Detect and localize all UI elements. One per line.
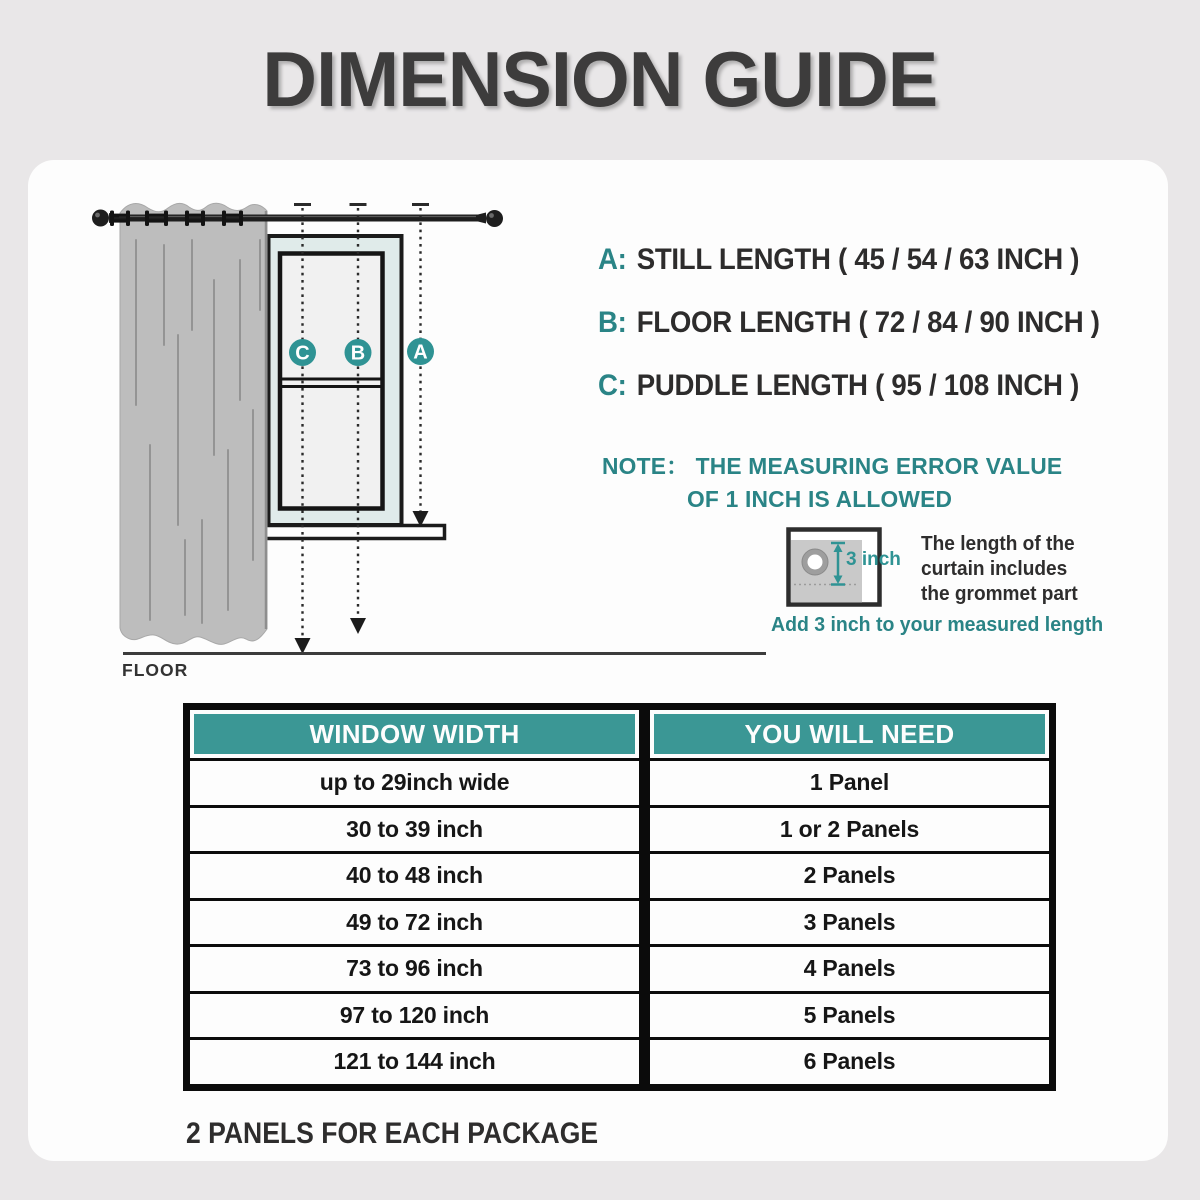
measure-letter-c: C: bbox=[598, 369, 627, 402]
legend-item-b bbox=[598, 306, 1100, 340]
grommet-description-line: The length of the bbox=[921, 532, 1075, 555]
note-line-2: OF 1 INCH IS ALLOWED bbox=[687, 486, 953, 512]
header-you-will-need: YOU WILL NEED bbox=[645, 707, 1053, 760]
page-title: DIMENSION GUIDE bbox=[262, 35, 938, 123]
grommet-description bbox=[921, 531, 1078, 606]
window-sill bbox=[254, 526, 445, 539]
cell-panels-needed: 5 Panels bbox=[645, 992, 1053, 1039]
cell-window-width: 40 to 48 inch bbox=[187, 853, 645, 900]
legend-item-a bbox=[598, 243, 1079, 277]
table-row bbox=[187, 992, 1053, 1039]
table-row bbox=[187, 946, 1053, 993]
table-row bbox=[187, 853, 1053, 900]
grommet-tip: Add 3 inch to your measured length bbox=[771, 613, 1104, 636]
cell-panels-needed: 1 or 2 Panels bbox=[645, 806, 1053, 853]
table-row bbox=[187, 760, 1053, 807]
package-note: 2 PANELS FOR EACH PACKAGE bbox=[186, 1117, 599, 1150]
marker-circles bbox=[289, 338, 434, 366]
svg-text:A: A bbox=[413, 341, 428, 364]
cell-window-width: 97 to 120 inch bbox=[187, 992, 645, 1039]
measure-text-c: PUDDLE LENGTH ( 95 / 108 INCH ) bbox=[636, 369, 1080, 402]
header-window-width: WINDOW WIDTH bbox=[187, 707, 645, 760]
measure-text-b: FLOOR LENGTH ( 72 / 84 / 90 INCH ) bbox=[636, 306, 1100, 339]
cell-panels-needed: 3 Panels bbox=[645, 899, 1053, 946]
window-icon bbox=[254, 236, 445, 539]
cell-window-width: 121 to 144 inch bbox=[187, 1039, 645, 1088]
table-header-row bbox=[187, 707, 1053, 760]
cell-panels-needed: 1 Panel bbox=[645, 760, 1053, 807]
cell-window-width: 49 to 72 inch bbox=[187, 899, 645, 946]
curtain-panel-icon bbox=[120, 203, 267, 644]
cell-panels-needed: 4 Panels bbox=[645, 946, 1053, 993]
cell-panels-needed: 2 Panels bbox=[645, 853, 1053, 900]
grommet-description-line: the grommet part bbox=[921, 582, 1078, 605]
panels-table bbox=[183, 703, 1056, 1091]
measure-letter-b: B: bbox=[598, 306, 627, 339]
measure-text-a: STILL LENGTH ( 45 / 54 / 63 INCH ) bbox=[636, 243, 1080, 276]
svg-text:C: C bbox=[295, 342, 310, 365]
svg-text:B: B bbox=[350, 342, 366, 365]
table-row bbox=[187, 899, 1053, 946]
note-line-1: NOTE： THE MEASURING ERROR VALUE bbox=[602, 453, 1063, 479]
table-row bbox=[187, 1039, 1053, 1088]
grommet-description-line: curtain includes bbox=[921, 557, 1068, 580]
table-row bbox=[187, 806, 1053, 853]
measure-letter-a: A: bbox=[598, 243, 627, 276]
cell-window-width: 30 to 39 inch bbox=[187, 806, 645, 853]
cell-window-width: 73 to 96 inch bbox=[187, 946, 645, 993]
grommet-arrow-label: 3 inch bbox=[846, 549, 901, 570]
cell-window-width: up to 29inch wide bbox=[187, 760, 645, 807]
cell-panels-needed: 6 Panels bbox=[645, 1039, 1053, 1088]
floor-label: FLOOR bbox=[122, 660, 189, 680]
legend-item-c bbox=[598, 369, 1079, 403]
